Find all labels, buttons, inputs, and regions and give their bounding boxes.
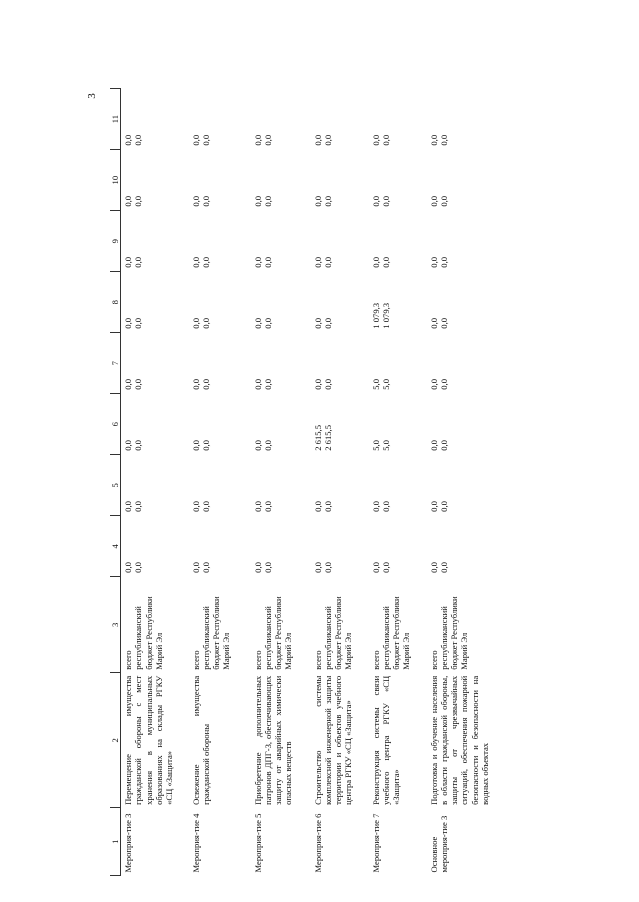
- value-amount: 0,0: [312, 195, 323, 207]
- funding-source: республиканский бюджет Республики Марий Эл: [200, 596, 232, 670]
- page-number: 3: [86, 93, 98, 99]
- value-amount: 0,0: [200, 501, 211, 512]
- value-amount: 0,0: [380, 134, 391, 146]
- value-cell: [427, 272, 497, 333]
- value-amount: 0,0: [123, 562, 134, 573]
- value-amount: 0,0: [133, 501, 144, 512]
- value-cell: [251, 394, 311, 455]
- value-amount: 0,0: [370, 134, 381, 146]
- value-amount: 0,0: [200, 440, 211, 451]
- value-amount: 0,0: [438, 501, 449, 512]
- value-amount: 0,0: [190, 501, 201, 512]
- row-sources-cell: [251, 577, 311, 673]
- column-header: 1: [110, 808, 121, 876]
- value-amount: 0,0: [438, 195, 449, 207]
- value-amount: 0,0: [123, 134, 134, 146]
- value-amount: 0,0: [312, 134, 323, 146]
- row-description-cell: [311, 673, 369, 808]
- row-label: Мероприя-тие 3: [123, 813, 134, 873]
- value-amount: 0,0: [133, 134, 144, 146]
- row-sources-cell: [121, 577, 189, 673]
- value-amount: 0,0: [123, 256, 134, 268]
- value-amount: 0,0: [252, 317, 263, 329]
- value-amount: 2 615,5: [322, 425, 333, 451]
- rotated-table-wrapper: [110, 88, 512, 876]
- row-label: Мероприя-тие 5: [252, 813, 263, 873]
- value-amount: 0,0: [252, 256, 263, 268]
- funding-source: всего: [190, 650, 201, 670]
- value-cell: [251, 516, 311, 577]
- value-cell: [427, 394, 497, 455]
- column-header: 9: [110, 211, 121, 272]
- column-header: 8: [110, 272, 121, 333]
- row-id-cell: [427, 808, 497, 876]
- row-sources-cell: [427, 577, 497, 673]
- value-cell: [189, 272, 251, 333]
- value-amount: 0,0: [133, 379, 144, 390]
- column-header: 7: [110, 333, 121, 394]
- value-cell: [121, 89, 189, 150]
- value-cell: [251, 150, 311, 211]
- value-amount: 0,0: [262, 379, 273, 390]
- value-amount: 0,0: [380, 562, 391, 573]
- value-amount: 0,0: [370, 562, 381, 573]
- value-amount: 0,0: [252, 379, 263, 390]
- value-amount: 0,0: [190, 379, 201, 390]
- value-amount: 0,0: [252, 134, 263, 146]
- value-amount: 0,0: [133, 562, 144, 573]
- row-description-cell: [251, 673, 311, 808]
- row-id-cell: [311, 808, 369, 876]
- row-description: Освежение имущества гражданской обороны: [190, 675, 211, 805]
- value-cell: [369, 394, 427, 455]
- value-amount: 0,0: [322, 379, 333, 390]
- value-amount: 0,0: [312, 256, 323, 268]
- row-description: Подготовка и обучение населения в области гражданской обороны, защиты от чрезвычайных ситуаций, обеспечения пожарной безопасности и безопасности на водных объектах: [428, 675, 490, 805]
- value-cell: [121, 394, 189, 455]
- value-amount: 0,0: [322, 134, 333, 146]
- column-header: 5: [110, 455, 121, 516]
- funding-source: всего: [428, 650, 439, 670]
- value-amount: 0,0: [428, 195, 439, 207]
- value-amount: 0,0: [262, 134, 273, 146]
- value-amount: 0,0: [252, 501, 263, 512]
- value-cell: [311, 150, 369, 211]
- value-amount: 0,0: [380, 256, 391, 268]
- value-cell: [189, 150, 251, 211]
- value-amount: 0,0: [438, 562, 449, 573]
- table-row: [251, 89, 311, 876]
- column-header: 10: [110, 150, 121, 211]
- value-cell: [189, 455, 251, 516]
- value-amount: 0,0: [262, 195, 273, 207]
- row-description: Строительство системы комплексной инженерной защиты территории и объектов учебного центра РГКУ «СЦ «Защита»: [312, 675, 354, 805]
- value-amount: 0,0: [133, 256, 144, 268]
- value-cell: [189, 516, 251, 577]
- table-row: [189, 89, 251, 876]
- value-amount: 0,0: [370, 501, 381, 512]
- value-amount: 1 079,3: [380, 302, 391, 329]
- value-cell: [427, 455, 497, 516]
- value-cell: [311, 516, 369, 577]
- value-amount: 0,0: [370, 195, 381, 207]
- value-amount: 0,0: [252, 195, 263, 207]
- row-id-cell: [121, 808, 189, 876]
- value-cell: [189, 211, 251, 272]
- row-label: Основное мероприя-тие 3: [428, 815, 449, 873]
- value-amount: 0,0: [322, 317, 333, 329]
- value-cell: [189, 333, 251, 394]
- funding-source: всего: [370, 650, 381, 670]
- value-amount: 0,0: [438, 317, 449, 329]
- value-cell: [121, 333, 189, 394]
- row-id-cell: [189, 808, 251, 876]
- table-row: [311, 89, 369, 876]
- value-cell: [427, 89, 497, 150]
- value-cell: [311, 89, 369, 150]
- value-amount: 1 079,3: [370, 302, 381, 329]
- header-row: [110, 89, 121, 876]
- value-amount: 0,0: [322, 501, 333, 512]
- value-amount: 0,0: [312, 501, 323, 512]
- value-amount: 0,0: [322, 256, 333, 268]
- value-amount: 0,0: [380, 195, 391, 207]
- funding-source: республиканский бюджет Республики Марий Эл: [380, 596, 412, 670]
- value-cell: [311, 272, 369, 333]
- value-amount: 0,0: [262, 501, 273, 512]
- value-amount: 0,0: [322, 562, 333, 573]
- value-cell: [311, 455, 369, 516]
- row-id-cell: [369, 808, 427, 876]
- row-description: Перемещение имущества гражданской обороны с мест хранения в муниципальных образованиях на склады РГКУ «СЦ «Защита»: [123, 675, 175, 805]
- value-amount: 0,0: [428, 134, 439, 146]
- value-amount: 0,0: [438, 256, 449, 268]
- row-description-cell: [189, 673, 251, 808]
- funding-source: всего: [312, 650, 323, 670]
- table-row: [427, 89, 497, 876]
- row-description: Приобретение дополнительных патронов ДПГ-3, обеспечивающих защиту от аварийных химически опасных веществ: [252, 675, 294, 805]
- value-cell: [251, 272, 311, 333]
- value-amount: 0,0: [428, 379, 439, 390]
- value-amount: 0,0: [200, 562, 211, 573]
- row-sources-cell: [189, 577, 251, 673]
- value-amount: 0,0: [123, 440, 134, 451]
- funding-source: республиканский бюджет Республики Марий Эл: [133, 596, 164, 670]
- value-cell: [121, 150, 189, 211]
- value-cell: [121, 211, 189, 272]
- value-amount: 0,0: [312, 379, 323, 390]
- value-cell: [311, 394, 369, 455]
- funding-source: всего: [123, 650, 134, 670]
- value-cell: [189, 89, 251, 150]
- value-amount: 0,0: [123, 195, 134, 207]
- value-amount: 5,0: [380, 440, 391, 451]
- value-cell: [369, 89, 427, 150]
- table-row: [369, 89, 427, 876]
- value-amount: 0,0: [200, 134, 211, 146]
- value-amount: 0,0: [380, 501, 391, 512]
- value-amount: 5,0: [380, 379, 391, 390]
- column-header: 4: [110, 516, 121, 577]
- value-cell: [251, 455, 311, 516]
- row-description-cell: [427, 673, 497, 808]
- value-amount: 0,0: [123, 379, 134, 390]
- value-cell: [311, 333, 369, 394]
- value-cell: [427, 211, 497, 272]
- column-header: 11: [110, 89, 121, 150]
- value-amount: 0,0: [262, 440, 273, 451]
- funding-source: республиканский бюджет Республики Марий Эл: [438, 596, 470, 670]
- value-amount: 0,0: [262, 256, 273, 268]
- funding-source: республиканский бюджет Республики Марий Эл: [322, 596, 354, 670]
- value-amount: 0,0: [133, 317, 144, 329]
- value-amount: 0,0: [438, 379, 449, 390]
- value-amount: 0,0: [200, 256, 211, 268]
- row-label: Мероприя-тие 4: [190, 813, 201, 873]
- value-amount: 0,0: [322, 195, 333, 207]
- value-amount: 0,0: [252, 562, 263, 573]
- value-amount: 0,0: [428, 562, 439, 573]
- row-label: Мероприя-тие 6: [312, 813, 323, 873]
- table-row: [121, 89, 189, 876]
- row-id-cell: [251, 808, 311, 876]
- value-cell: [369, 455, 427, 516]
- value-amount: 0,0: [262, 562, 273, 573]
- value-amount: 0,0: [123, 317, 134, 329]
- value-amount: 0,0: [428, 256, 439, 268]
- value-cell: [189, 394, 251, 455]
- value-cell: [427, 333, 497, 394]
- value-amount: 0,0: [252, 440, 263, 451]
- value-amount: 0,0: [200, 379, 211, 390]
- column-header: 3: [110, 577, 121, 673]
- value-amount: 0,0: [190, 195, 201, 207]
- budget-table: [110, 88, 497, 876]
- value-amount: 0,0: [370, 256, 381, 268]
- value-cell: [369, 272, 427, 333]
- value-amount: 5,0: [370, 379, 381, 390]
- value-amount: 0,0: [190, 256, 201, 268]
- row-description: Реконструкция системы связи учебного центра РГКУ «СЦ «Защита»: [370, 675, 402, 805]
- value-cell: [369, 333, 427, 394]
- value-amount: 0,0: [190, 134, 201, 146]
- column-header: 2: [110, 673, 121, 808]
- value-amount: 0,0: [428, 501, 439, 512]
- value-amount: 5,0: [370, 440, 381, 451]
- value-amount: 0,0: [190, 317, 201, 329]
- value-amount: 0,0: [262, 317, 273, 329]
- value-cell: [427, 516, 497, 577]
- value-amount: 2 615,5: [312, 425, 323, 451]
- value-amount: 0,0: [200, 195, 211, 207]
- value-amount: 0,0: [438, 440, 449, 451]
- value-cell: [121, 455, 189, 516]
- value-cell: [311, 211, 369, 272]
- value-cell: [251, 333, 311, 394]
- value-amount: 0,0: [190, 440, 201, 451]
- value-amount: 0,0: [428, 440, 439, 451]
- value-cell: [251, 211, 311, 272]
- value-amount: 0,0: [312, 317, 323, 329]
- value-amount: 0,0: [428, 317, 439, 329]
- value-amount: 0,0: [190, 562, 201, 573]
- row-description-cell: [369, 673, 427, 808]
- value-amount: 0,0: [200, 317, 211, 329]
- value-amount: 0,0: [133, 195, 144, 207]
- value-cell: [121, 516, 189, 577]
- funding-source: республиканский бюджет Республики Марий Эл: [262, 596, 294, 670]
- row-sources-cell: [369, 577, 427, 673]
- value-amount: 0,0: [438, 134, 449, 146]
- row-label: Мероприя-тие 7: [370, 813, 381, 873]
- value-amount: 0,0: [133, 440, 144, 451]
- column-header: 6: [110, 394, 121, 455]
- value-cell: [427, 150, 497, 211]
- row-sources-cell: [311, 577, 369, 673]
- value-amount: 0,0: [123, 501, 134, 512]
- value-cell: [121, 272, 189, 333]
- value-cell: [251, 89, 311, 150]
- value-cell: [369, 211, 427, 272]
- value-amount: 0,0: [312, 562, 323, 573]
- value-cell: [369, 516, 427, 577]
- row-description-cell: [121, 673, 189, 808]
- funding-source: всего: [252, 650, 263, 670]
- value-cell: [369, 150, 427, 211]
